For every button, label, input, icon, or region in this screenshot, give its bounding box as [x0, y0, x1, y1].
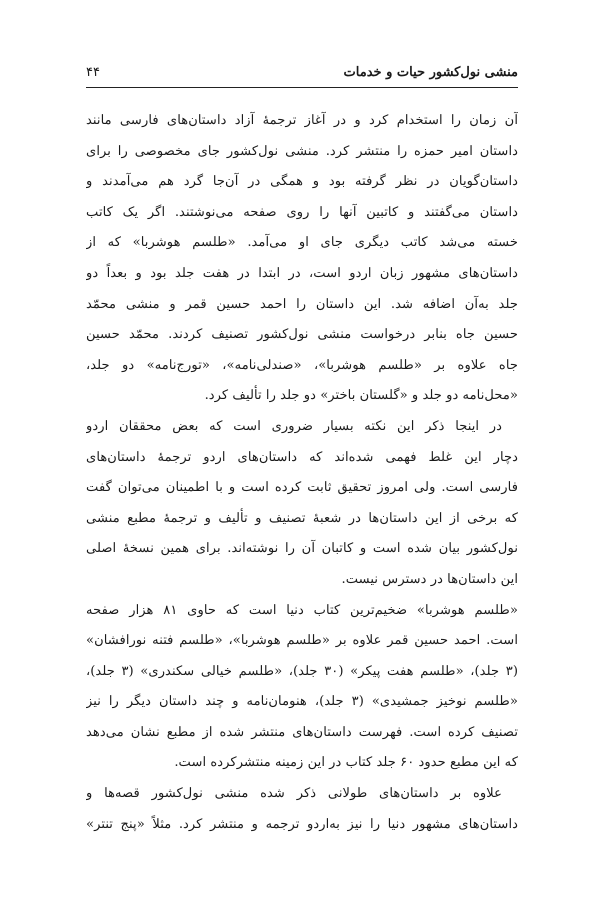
text-line: که برخی از این داستان‌ها در شعبۀ تصنیف و تألیف و ترجمۀ مطبع منشی	[86, 510, 518, 526]
text-line: که این مطبع حدود ۶۰ جلد کتاب در این زمینه منتشرکرده است.	[174, 755, 518, 771]
text-line: دچار این غلط فهمی شده‌اند که داستان‌های اردو ترجمۀ داستان‌های	[86, 449, 518, 465]
page-header	[86, 62, 518, 84]
running-head: منشی نول‌کشور حیات و خدمات	[343, 65, 518, 80]
text-line: فارسی است. ولی امروز تحقیق ثابت کرده است و با اطمینان می‌توان گفت	[86, 480, 518, 496]
page-number: ۴۴	[86, 65, 100, 80]
text-line: در اینجا ذکر این نکته بسیار ضروری است که بعض محققان اردو	[86, 418, 502, 434]
text-line: خسته می‌شد کاتب دیگری جای او می‌آمد. «طلسم هوشربا» که از	[86, 235, 518, 251]
text-line: (۳ جلد)، «طلسم هفت پیکر» (۳۰ جلد)، «طلسم خیالی سکندری» (۳ جلد)،	[86, 663, 518, 679]
text-line: است. احمد حسین قمر علاوه بر «طلسم هوشربا»، «طلسم فتنه نورافشان»	[86, 633, 518, 649]
text-line: داستان‌های مشهور دنیا را نیز به‌اردو ترجمه و منتشر کرد. مثلاً «پنج تنتر»	[86, 816, 518, 832]
text-line: آن زمان را استخدام کرد و در آغاز ترجمۀ آزاد داستان‌های فارسی مانند	[86, 113, 518, 128]
text-line: جلد به‌آن اضافه شد. این داستان را احمد حسین قمر و منشی محمّد	[86, 296, 518, 312]
text-line: این داستان‌ها در دسترس نیست.	[341, 571, 518, 587]
text-line: جاه علاوه بر «طلسم هوشربا»، «صندلی‌نامه»، «تورج‌نامه» دو جلد،	[86, 357, 518, 373]
text-line: «طلسم هوشربا» ضخیم‌ترین کتاب دنیا است که حاوی ۸۱ هزار صفحه	[86, 602, 518, 618]
text-line: داستان امیر حمزه را منتشر کرد. منشی نول‌کشور جای مخصوصی را برای	[86, 143, 518, 159]
text-line: داستان‌های مشهور زبان اردو است، در ابتدا در هفت جلد بود و بعداً دو	[86, 265, 518, 281]
text-line: «طلسم نوخیز جمشیدی» (۳ جلد)، هنومان‌نامه و چند داستان دیگر را نیز	[86, 694, 518, 710]
text-line: داستان می‌گفتند و کاتبین آنها را روی صفحه می‌نوشتند. اگر یک کاتب	[86, 204, 518, 220]
text-line: حسین جاه بنابر درخواست منشی نول‌کشور تصنیف کردند. محمّد حسین	[86, 327, 518, 343]
text-line: داستان‌گویان در نظر گرفته بود و همگی در آن‌جا گرد هم می‌آمدند و	[86, 174, 518, 190]
text-line: نول‌کشور بیان شده است و کاتبان آن را نوشته‌اند. برای همین نسخۀ اصلی	[86, 541, 518, 557]
text-line: علاوه بر داستان‌های طولانی ذکر شده منشی نول‌کشور قصه‌ها و	[86, 786, 502, 802]
body-text	[86, 106, 518, 840]
text-line: «محل‌نامه دو جلد و «گلستان باختر» دو جلد را تألیف کرد.	[204, 388, 518, 404]
text-line: تصنیف کرده است. فهرست داستان‌های منتشر شده از مطبع نشان می‌دهد	[86, 724, 518, 740]
header-rule	[86, 87, 518, 88]
